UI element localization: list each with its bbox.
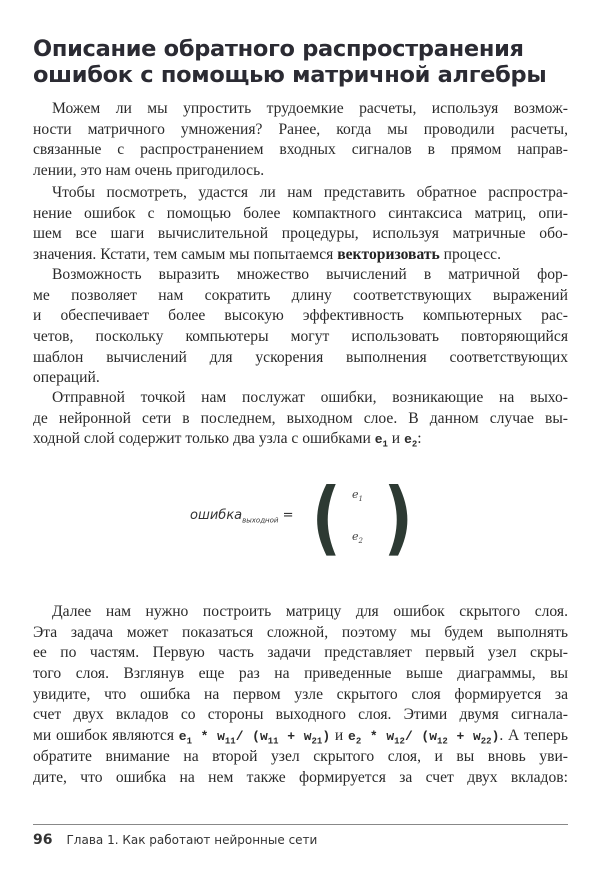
text-line: ее по частям. Первую часть задачи представляет первый узел скры-: [33, 644, 568, 662]
text-line: четов, поскольку компьютеры могут использовать повторяющийся: [33, 328, 568, 346]
paragraph-1: [33, 99, 568, 182]
text-line: дите, что ошибка на нем также формируется за счет двух вкладов:: [33, 768, 568, 786]
section-title: [33, 36, 546, 88]
text: процесс.: [439, 246, 501, 264]
e1-symbol: $e_1$: [374, 432, 388, 450]
title-line: Описание обратного распространения: [33, 36, 524, 62]
text-line: обратите внимание на второй узел скрытого слоя, и вы вновь уви-: [33, 747, 568, 765]
text-line: увидите, что ошибка на первом узле скрытого слоя формируется за: [33, 685, 568, 703]
text-line: того слоя. Взглянув еще раз на приведенные выше диаграммы, вы: [33, 665, 568, 683]
inline-formula-2: $e_2 * w_{12}/$ $(w_{12} + w_{22})$: [348, 729, 500, 747]
text-line: Можем ли мы упростить трудоемкие расчеты, используя возмож-: [52, 100, 568, 117]
title-line: ошибок с помощью матричной алгебры: [33, 62, 547, 88]
text: :: [417, 430, 422, 448]
chapter-title: Глава 1. Как работают нейронные сети: [66, 833, 318, 847]
page-number: 96: [33, 832, 53, 848]
paragraph-2: [33, 183, 568, 266]
text: ми ошибок являются: [33, 727, 179, 745]
text-line: операций.: [33, 369, 100, 387]
text-line: де нейронной сети в последнем, выходном слое. В данном случае вы-: [33, 409, 568, 427]
paragraph-4: [33, 388, 568, 450]
page-footer: [33, 832, 317, 848]
text-line: и обеспечивает более высокую эффективность компьютерных рас-: [33, 307, 568, 325]
text-line: Далее нам нужно построить матрицу для ошибок скрытого слоя.: [52, 603, 568, 620]
text-line: Возможность выразить множество вычислений в матричной фор-: [52, 266, 568, 283]
text-line: Отправной точкой нам послужат ошибки, возникающие на выхо-: [52, 389, 568, 406]
matrix-element-e2: $e_2$: [352, 530, 363, 546]
left-paren: (: [311, 471, 341, 564]
text-line: счет двух вкладов со стороны выходного слоя. Этими двумя сигнала-: [33, 706, 568, 724]
footer-divider: [33, 824, 568, 825]
inline-formula-1: $e_1 * w_{11}/$ $(w_{11} + w_{21})$: [178, 729, 331, 747]
paragraph-5: [33, 602, 568, 788]
text: и: [387, 430, 405, 448]
paragraph-3: [33, 265, 568, 389]
matrix-element-e1: $e_1$: [352, 488, 363, 504]
text-line: Эта задача может показаться сложной, поэтому мы будем выполнять: [33, 623, 568, 641]
text-line: ности матричного умножения? Ранее, когда мы проводили расчеты,: [33, 120, 568, 138]
text: . А теперь: [499, 727, 568, 745]
text-line: Чтобы посмотреть, удастся ли нам представить обратное распростра-: [52, 184, 568, 201]
text: ходной слой содержит только два узла с ошибками: [33, 430, 375, 448]
output-error-formula: [190, 471, 420, 568]
bold-term: векторизовать: [337, 246, 440, 264]
text-line: шем все шаги вычислительной процедуры, используя матричные обо-: [33, 225, 568, 243]
text: и: [330, 727, 348, 745]
text-line: [33, 245, 568, 266]
text-line: [33, 429, 568, 450]
text-line: шаблон вычислений для ускорения выполнения соответствующих: [33, 348, 568, 366]
text: значения. Кстати, тем самым мы попытаемся: [33, 246, 338, 264]
e2-symbol: $e_2$: [404, 432, 418, 450]
formula-label: ошибка$_{выходной}$ =: [190, 508, 294, 525]
text-line-formula: [33, 726, 568, 747]
text-line: связанные с распространением входных сигналов в прямом направ-: [33, 141, 568, 159]
text-line: нение ошибок с помощью более компактного синтаксиса матриц, опи-: [33, 204, 568, 222]
text-line: ме позволяет нам сократить длину соответствующих выражений: [33, 286, 568, 304]
text-line: лении, это нам очень пригодилось.: [33, 162, 265, 180]
right-paren: ): [383, 471, 413, 564]
